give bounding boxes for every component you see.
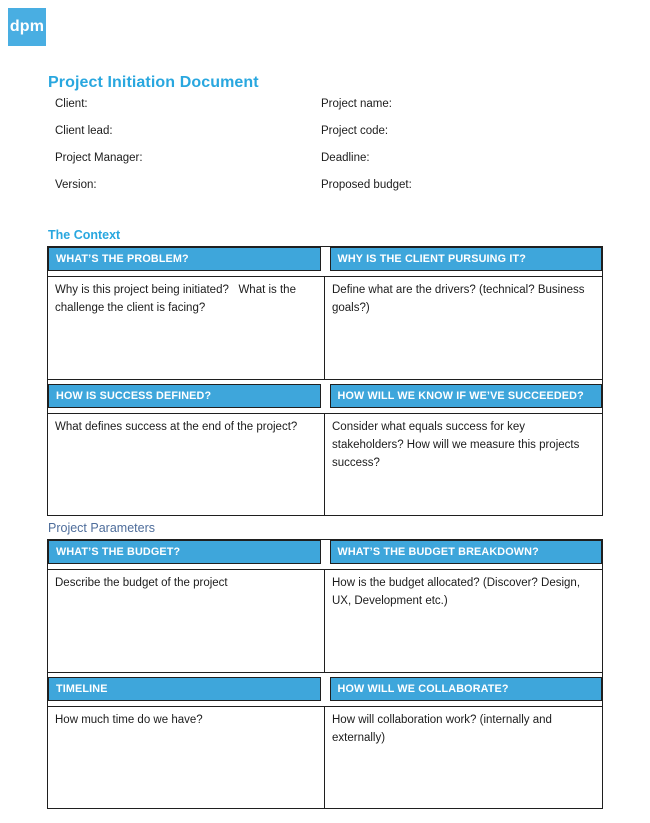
header-row [48,677,602,701]
table-parameters [47,539,603,809]
table-row [48,276,602,380]
header-cell-pursuing: WHY IS THE CLIENT PURSUING IT? [330,247,603,271]
field-label-proposed-budget: Proposed budget: [321,179,412,191]
header-cell-budget-breakdown: WHAT’S THE BUDGET BREAKDOWN? [330,540,603,564]
dpm-logo-text: dpm [9,18,45,35]
field-label-project-manager: Project Manager: [55,152,143,164]
table-row [48,569,602,673]
header-cell-problem: WHAT’S THE PROBLEM? [48,247,321,271]
header-cell-budget: WHAT’S THE BUDGET? [48,540,321,564]
cell-problem: Why is this project being initiated? What is the challenge the client is facing? [48,277,325,379]
field-label-client: Client: [55,98,88,110]
info-fields [55,97,575,192]
header-cell-timeline: TIMELINE [48,677,321,701]
section-heading-parameters: Project Parameters [48,521,155,535]
field-label-project-name: Project name: [321,98,392,110]
cell-budget: Describe the budget of the project [48,570,325,672]
field-label-deadline: Deadline: [321,152,370,164]
table-row [48,413,602,515]
section-heading-context: The Context [48,228,121,242]
header-row [48,247,602,271]
cell-know-succeeded: Consider what equals success for key stakeholders? How will we measure this projects success? [332,421,583,469]
header-cell-collaborate: HOW WILL WE COLLABORATE? [330,677,603,701]
field-label-client-lead: Client lead: [55,125,113,137]
cell-success-defined: What defines success at the end of the project? [48,414,325,515]
cell-budget-breakdown: How is the budget allocated? (Discover? Design, UX, Development etc.) [332,577,584,607]
field-label-version: Version: [55,179,97,191]
field-label-project-code: Project code: [321,125,389,137]
table-row [48,706,602,808]
header-cell-success-defined: HOW IS SUCCESS DEFINED? [48,384,321,408]
cell-timeline: How much time do we have? [48,707,325,808]
page-title: Project Initiation Document [48,74,259,91]
cell-pursuing: Define what are the drivers? (technical? Business goals?) [332,284,588,314]
header-row [48,540,602,564]
dpm-logo [8,8,46,46]
header-cell-know-succeeded: HOW WILL WE KNOW IF WE’VE SUCCEEDED? [330,384,603,408]
table-context [47,246,603,516]
header-row [48,384,602,408]
cell-collaborate: How will collaboration work? (internally and externally) [332,714,556,744]
